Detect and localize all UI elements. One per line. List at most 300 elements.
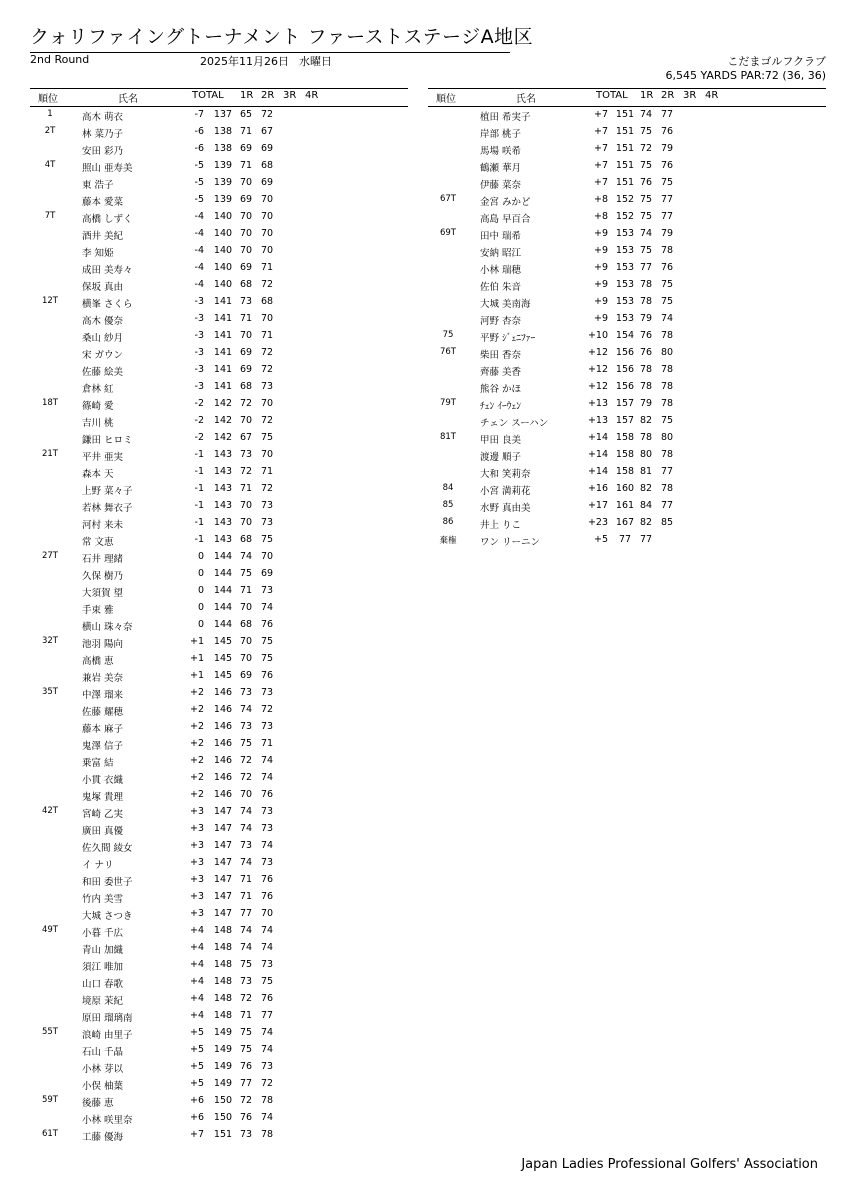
- player-name: 山口 春歌: [82, 979, 124, 990]
- date-text: 2025年11月26日: [200, 55, 289, 68]
- total-strokes: 137: [213, 109, 233, 120]
- round2-score: 75: [260, 636, 274, 647]
- table-row: [428, 192, 828, 209]
- round2-score: 70: [260, 228, 274, 239]
- weekday-text: 水曜日: [299, 55, 332, 68]
- player-name: 石井 理緒: [82, 554, 124, 565]
- round2-score: 74: [260, 1027, 274, 1038]
- total-strokes: 140: [213, 279, 233, 290]
- table-row: [428, 107, 828, 124]
- total-strokes: 142: [213, 432, 233, 443]
- round1-score: 72: [239, 466, 253, 477]
- total-strokes: 148: [213, 976, 233, 987]
- total-strokes: 157: [615, 415, 635, 426]
- table-row: [30, 175, 410, 192]
- round1-score: 71: [239, 313, 253, 324]
- header-total: TOTAL: [192, 90, 224, 101]
- table-row: [30, 753, 410, 770]
- player-name: 大和 笑莉奈: [480, 469, 531, 480]
- round1-score: 75: [239, 959, 253, 970]
- player-name: 鎌田 ヒロミ: [82, 435, 133, 446]
- total-strokes: 151: [615, 160, 635, 171]
- round2-score: 77: [660, 211, 674, 222]
- total-to-par: -3: [194, 296, 204, 307]
- left-results-column: [30, 107, 410, 1144]
- round1-score: 70: [239, 211, 253, 222]
- total-to-par: +2: [189, 704, 204, 715]
- player-name: 岸部 桃子: [480, 129, 522, 140]
- round1-score: 68: [239, 381, 253, 392]
- player-name: 乗富 結: [82, 758, 114, 769]
- total-strokes: 144: [213, 619, 233, 630]
- table-row: [30, 974, 410, 991]
- round1-score: 73: [239, 1129, 253, 1140]
- header-1r: 1R: [640, 90, 654, 101]
- round1-score: 70: [239, 602, 253, 613]
- round1-score: 81: [639, 466, 653, 477]
- round2-score: 70: [260, 908, 274, 919]
- total-strokes: 140: [213, 211, 233, 222]
- round2-score: 75: [660, 279, 674, 290]
- total-to-par: +2: [189, 755, 204, 766]
- round1-score: 76: [239, 1112, 253, 1123]
- round2-score: 70: [260, 449, 274, 460]
- date-line: [200, 53, 342, 69]
- player-name: 原田 瑠璃南: [82, 1013, 133, 1024]
- round2-score: 73: [260, 381, 274, 392]
- player-name: 佐久間 綾女: [82, 843, 133, 854]
- round1-score: 71: [239, 160, 253, 171]
- table-row: [30, 906, 410, 923]
- player-name: 小宮 満莉花: [480, 486, 531, 497]
- round-label: 2nd Round: [30, 53, 90, 66]
- total-strokes: 160: [615, 483, 635, 494]
- header-1r: 1R: [240, 90, 254, 101]
- total-to-par: +23: [587, 517, 608, 528]
- player-name: 佐藤 耀穂: [82, 707, 124, 718]
- table-row: [428, 430, 828, 447]
- total-strokes: 148: [213, 942, 233, 953]
- round1-score: 82: [639, 517, 653, 528]
- round2-score: 72: [260, 347, 274, 358]
- total-strokes: 153: [615, 245, 635, 256]
- total-to-par: +4: [189, 993, 204, 1004]
- total-to-par: +3: [189, 908, 204, 919]
- player-name: 境原 茉紀: [82, 996, 124, 1007]
- player-name: 廣田 真優: [82, 826, 124, 837]
- round1-score: 69: [239, 364, 253, 375]
- round1-score: 73: [239, 449, 253, 460]
- player-name: 小貫 衣織: [82, 775, 124, 786]
- round1-score: 69: [239, 194, 253, 205]
- total-to-par: +9: [593, 313, 608, 324]
- total-strokes: 145: [213, 670, 233, 681]
- player-name: 鬼澤 信子: [82, 741, 124, 752]
- total-strokes: 140: [213, 245, 233, 256]
- round2-score: 70: [260, 194, 274, 205]
- table-row: [428, 345, 828, 362]
- table-row: [428, 413, 828, 430]
- round2-score: 78: [660, 449, 674, 460]
- table-row: [30, 702, 410, 719]
- round2-score: 78: [660, 398, 674, 409]
- player-name: 藤本 麻子: [82, 724, 124, 735]
- total-strokes: 141: [213, 296, 233, 307]
- round1-score: 70: [239, 789, 253, 800]
- table-row: [30, 872, 410, 889]
- round1-score: 68: [239, 619, 253, 630]
- total-strokes: 140: [213, 228, 233, 239]
- total-to-par: +2: [189, 772, 204, 783]
- round2-score: 70: [260, 551, 274, 562]
- total-strokes: 144: [213, 568, 233, 579]
- total-to-par: +8: [593, 194, 608, 205]
- table-row: [428, 311, 828, 328]
- player-name: 高橋 しずく: [82, 214, 133, 225]
- player-name: 保坂 真由: [82, 282, 124, 293]
- header-rank: 順位: [38, 94, 58, 105]
- yardage-info: 6,545 YARDS PAR:72 (36, 36): [665, 69, 826, 82]
- player-name: 藤本 愛菜: [82, 197, 124, 208]
- round2-score: 77: [660, 500, 674, 511]
- table-row: [30, 1110, 410, 1127]
- total-strokes: 149: [213, 1044, 233, 1055]
- right-results-column: [428, 107, 828, 549]
- total-to-par: +14: [587, 449, 608, 460]
- round1-score: 75: [639, 245, 653, 256]
- table-row: [30, 498, 410, 515]
- round1-score: 73: [239, 296, 253, 307]
- table-row: [30, 226, 410, 243]
- round2-score: 74: [260, 925, 274, 936]
- round1-score: 75: [639, 211, 653, 222]
- round1-score: 71: [239, 126, 253, 137]
- total-strokes: 151: [615, 126, 635, 137]
- total-to-par: 0: [197, 551, 204, 562]
- player-name: 大城 さつき: [82, 911, 133, 922]
- table-row: [30, 311, 410, 328]
- round2-score: 75: [260, 534, 274, 545]
- player-name: 河野 杏奈: [480, 316, 522, 327]
- total-strokes: 152: [615, 211, 635, 222]
- player-name: 浪崎 由里子: [82, 1030, 133, 1041]
- total-to-par: -4: [194, 245, 204, 256]
- round2-score: 69: [260, 177, 274, 188]
- total-strokes: 141: [213, 381, 233, 392]
- round1-score: 73: [239, 976, 253, 987]
- rank-cell: 21T: [41, 449, 58, 459]
- round1-score: 78: [639, 296, 653, 307]
- player-name: 横峯 さくら: [82, 299, 133, 310]
- round2-score: 72: [260, 279, 274, 290]
- total-strokes: 146: [213, 789, 233, 800]
- player-name: 宋 ガウン: [82, 350, 124, 361]
- round2-score: 68: [260, 160, 274, 171]
- round1-score: 75: [239, 568, 253, 579]
- player-name: 鬼塚 貴理: [82, 792, 124, 803]
- total-strokes: 145: [213, 653, 233, 664]
- total-strokes: 167: [615, 517, 635, 528]
- round1-score: 69: [239, 347, 253, 358]
- table-row: [30, 294, 410, 311]
- round2-score: 73: [260, 721, 274, 732]
- total-to-par: +7: [593, 109, 608, 120]
- total-strokes: 151: [615, 177, 635, 188]
- total-to-par: +7: [189, 1129, 204, 1140]
- table-row: [30, 685, 410, 702]
- round2-score: 68: [260, 296, 274, 307]
- player-name: 倉林 紅: [82, 384, 114, 395]
- table-row: [428, 243, 828, 260]
- round1-score: 72: [239, 772, 253, 783]
- round1-score: 69: [239, 670, 253, 681]
- total-to-par: +2: [189, 789, 204, 800]
- round1-score: 72: [239, 755, 253, 766]
- round2-score: 69: [260, 143, 274, 154]
- total-to-par: +8: [593, 211, 608, 222]
- round1-score: 76: [639, 177, 653, 188]
- rank-cell: 55T: [41, 1027, 58, 1037]
- player-name: 大城 美南海: [480, 299, 531, 310]
- round2-score: 78: [660, 381, 674, 392]
- table-row: [428, 141, 828, 158]
- table-row: [30, 515, 410, 532]
- player-name: 和田 委世子: [82, 877, 133, 888]
- round2-score: 72: [260, 1078, 274, 1089]
- total-strokes: 153: [615, 262, 635, 273]
- round2-score: 73: [260, 806, 274, 817]
- total-to-par: -1: [194, 483, 204, 494]
- player-name: 桑山 紗月: [82, 333, 124, 344]
- table-row: [30, 158, 410, 175]
- table-row: [30, 719, 410, 736]
- total-to-par: +12: [587, 381, 608, 392]
- player-name: 馬場 咲希: [480, 146, 522, 157]
- round1-score: 71: [239, 585, 253, 596]
- player-name: 佐藤 絵美: [82, 367, 124, 378]
- rank-cell: 7T: [44, 211, 56, 221]
- round2-score: 72: [260, 415, 274, 426]
- round1-score: 77: [639, 262, 653, 273]
- round2-score: 77: [660, 466, 674, 477]
- round2-score: 72: [260, 364, 274, 375]
- total-to-par: -1: [194, 534, 204, 545]
- round2-score: 67: [260, 126, 274, 137]
- round2-score: 70: [260, 398, 274, 409]
- total-strokes: 141: [213, 347, 233, 358]
- total-to-par: +4: [189, 976, 204, 987]
- player-name: 兼岩 美奈: [82, 673, 124, 684]
- table-row: [428, 498, 828, 515]
- round1-score: 75: [639, 126, 653, 137]
- rank-cell: 18T: [41, 398, 58, 408]
- total-to-par: +3: [189, 806, 204, 817]
- round1-score: 71: [239, 891, 253, 902]
- round2-score: 75: [260, 976, 274, 987]
- round2-score: 80: [660, 432, 674, 443]
- total-to-par: -4: [194, 228, 204, 239]
- table-row: [30, 243, 410, 260]
- player-name: 小林 瑞穂: [480, 265, 522, 276]
- total-to-par: +17: [587, 500, 608, 511]
- total-strokes: 143: [213, 449, 233, 460]
- total-to-par: -6: [194, 126, 204, 137]
- table-row: [30, 1025, 410, 1042]
- round2-score: 74: [260, 772, 274, 783]
- total-strokes: 149: [213, 1027, 233, 1038]
- total-to-par: +10: [587, 330, 608, 341]
- total-strokes: 156: [615, 381, 635, 392]
- total-strokes: 142: [213, 415, 233, 426]
- total-to-par: 0: [197, 585, 204, 596]
- total-strokes: 142: [213, 398, 233, 409]
- total-to-par: -4: [194, 211, 204, 222]
- round2-score: 85: [660, 517, 674, 528]
- table-row: [30, 447, 410, 464]
- table-row: [428, 379, 828, 396]
- table-row: [30, 566, 410, 583]
- player-name: 吉川 桃: [82, 418, 114, 429]
- total-strokes: 147: [213, 840, 233, 851]
- player-name: 河村 来未: [82, 520, 124, 531]
- round2-score: 70: [260, 245, 274, 256]
- total-to-par: -2: [194, 432, 204, 443]
- rank-cell: 61T: [41, 1129, 58, 1139]
- table-row: [30, 855, 410, 872]
- round1-score: 73: [239, 840, 253, 851]
- total-to-par: +5: [189, 1027, 204, 1038]
- total-strokes: 143: [213, 517, 233, 528]
- round2-score: 74: [260, 1044, 274, 1055]
- player-name: 林 菜乃子: [82, 129, 124, 140]
- round2-score: 73: [260, 1061, 274, 1072]
- table-row: [30, 532, 410, 549]
- round1-score: 67: [239, 432, 253, 443]
- player-name: 佐伯 朱音: [480, 282, 522, 293]
- rank-cell: 1: [47, 109, 53, 119]
- round1-score: 75: [639, 160, 653, 171]
- round1-score: 69: [239, 143, 253, 154]
- total-to-par: +5: [593, 534, 608, 545]
- round2-score: 73: [260, 517, 274, 528]
- round2-score: 76: [260, 789, 274, 800]
- table-row: [428, 124, 828, 141]
- round2-score: 76: [260, 993, 274, 1004]
- player-name: 井上 りこ: [480, 520, 522, 531]
- total-to-par: -1: [194, 500, 204, 511]
- round2-score: 74: [260, 840, 274, 851]
- total-to-par: +6: [189, 1112, 204, 1123]
- round1-score: 74: [639, 228, 653, 239]
- player-name: 安納 昭江: [480, 248, 522, 259]
- total-strokes: 153: [615, 228, 635, 239]
- round2-score: 76: [260, 874, 274, 885]
- total-to-par: -7: [194, 109, 204, 120]
- table-row: [428, 481, 828, 498]
- player-name: 植田 希実子: [480, 112, 531, 123]
- total-strokes: 77: [618, 534, 632, 545]
- total-to-par: -3: [194, 364, 204, 375]
- table-row: [30, 107, 410, 124]
- round1-score: 73: [239, 721, 253, 732]
- table-row: [30, 838, 410, 855]
- table-row: [428, 328, 828, 345]
- round2-score: 75: [660, 415, 674, 426]
- player-name: 高木 萌衣: [82, 112, 124, 123]
- round1-score: 76: [239, 1061, 253, 1072]
- total-strokes: 147: [213, 874, 233, 885]
- total-to-par: -3: [194, 347, 204, 358]
- total-to-par: 0: [197, 602, 204, 613]
- table-row: [30, 923, 410, 940]
- header-name: 氏名: [516, 94, 536, 105]
- round2-score: 77: [260, 1010, 274, 1021]
- round1-score: 82: [639, 483, 653, 494]
- total-strokes: 148: [213, 959, 233, 970]
- table-row: [30, 345, 410, 362]
- total-to-par: -5: [194, 194, 204, 205]
- round1-score: 77: [639, 534, 653, 545]
- player-name: 李 知姫: [82, 248, 114, 259]
- total-to-par: +5: [189, 1044, 204, 1055]
- round2-score: 73: [260, 500, 274, 511]
- player-name: イ ナリ: [82, 860, 114, 871]
- player-name: 後藤 恵: [82, 1098, 114, 1109]
- player-name: 久保 樹乃: [82, 571, 124, 582]
- header-4r: 4R: [305, 90, 319, 101]
- player-name: 高木 優奈: [82, 316, 124, 327]
- page-title: クォリファイングトーナメント ファーストステージA地区: [30, 22, 510, 53]
- round2-score: 78: [660, 364, 674, 375]
- total-to-par: +3: [189, 823, 204, 834]
- total-to-par: +9: [593, 296, 608, 307]
- table-row: [428, 260, 828, 277]
- table-row: [30, 600, 410, 617]
- table-row: [30, 430, 410, 447]
- table-row: [30, 260, 410, 277]
- total-strokes: 144: [213, 551, 233, 562]
- round1-score: 70: [239, 653, 253, 664]
- total-strokes: 147: [213, 806, 233, 817]
- round2-score: 72: [260, 483, 274, 494]
- round2-score: 79: [660, 228, 674, 239]
- total-strokes: 139: [213, 177, 233, 188]
- total-strokes: 146: [213, 738, 233, 749]
- table-row: [428, 396, 828, 413]
- player-name: 竹内 美雪: [82, 894, 124, 905]
- table-row: [30, 1127, 410, 1144]
- player-name: 鶴瀬 華月: [480, 163, 522, 174]
- round1-score: 70: [239, 330, 253, 341]
- player-name: 田中 瑞希: [480, 231, 522, 242]
- total-to-par: +9: [593, 245, 608, 256]
- round1-score: 74: [639, 109, 653, 120]
- total-strokes: 139: [213, 160, 233, 171]
- player-name: 常 文恵: [82, 537, 114, 548]
- header-rank: 順位: [436, 94, 456, 105]
- total-to-par: +1: [189, 670, 204, 681]
- player-name: 上野 菜々子: [82, 486, 133, 497]
- total-strokes: 156: [615, 364, 635, 375]
- table-row: [428, 277, 828, 294]
- table-row: [30, 464, 410, 481]
- total-to-par: -1: [194, 449, 204, 460]
- player-name: 篠崎 愛: [82, 401, 114, 412]
- round2-score: 76: [260, 891, 274, 902]
- table-row: [428, 532, 828, 549]
- total-to-par: +9: [593, 279, 608, 290]
- table-row: [30, 940, 410, 957]
